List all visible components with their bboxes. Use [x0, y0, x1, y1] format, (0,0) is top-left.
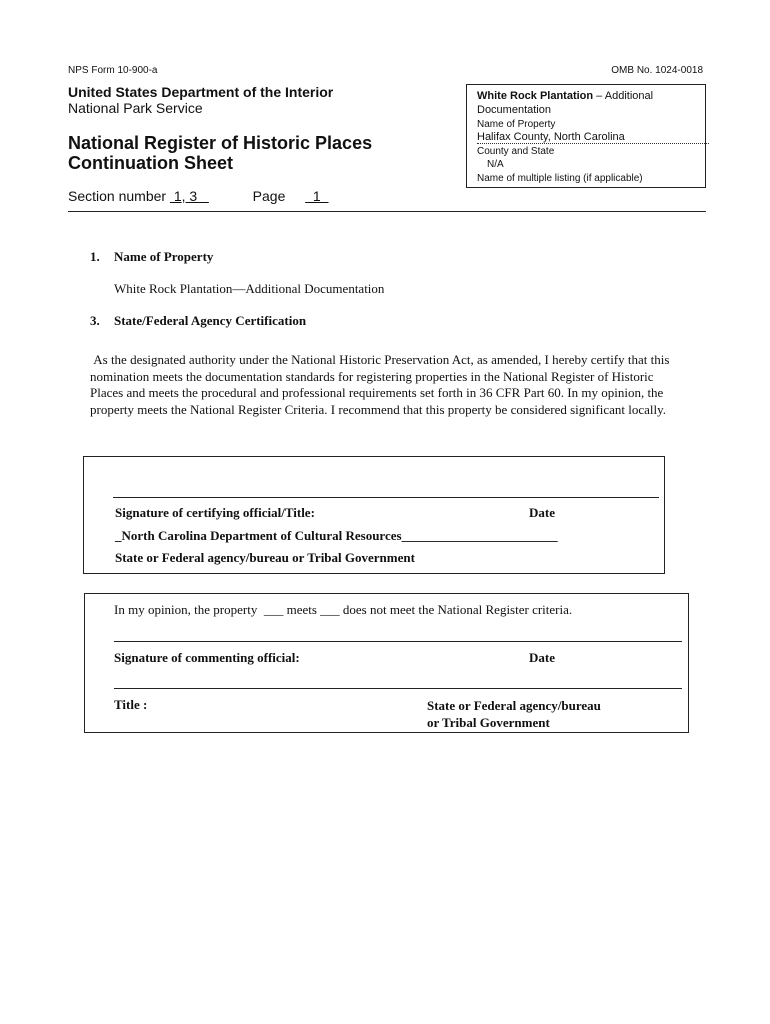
section3-title: State/Federal Agency Certification: [114, 313, 307, 328]
page-value: 1: [305, 188, 329, 204]
section3-number: 3.: [90, 313, 100, 328]
commenting-title-line[interactable]: [114, 688, 682, 689]
property-info-box: [466, 84, 706, 188]
certifying-signature-label: Signature of certifying official/Title:: [115, 505, 315, 520]
header-divider: [68, 211, 706, 212]
commenting-agency-line1: State or Federal agency/bureau: [427, 698, 601, 713]
certifying-agency-label: State or Federal agency/bureau or Tribal Government: [115, 550, 415, 565]
section3-heading: [90, 313, 306, 329]
name-of-property-label: Name of Property: [477, 119, 556, 130]
multiple-listing-label: Name of multiple listing (if applicable): [477, 173, 643, 184]
page-title: National Register of Historic Places: [68, 133, 373, 153]
county-state-value: Halifax County, North Carolina: [477, 131, 709, 144]
section-number-label: Section number: [68, 188, 167, 204]
commenting-signature-label: Signature of commenting official:: [114, 650, 300, 665]
certification-paragraph: As the designated authority under the National Historic Preservation Act, as amended, I hereby certify that this nomination meets the documentation standards for registering properties in the National Register of Historic Places and meets the procedural and professional requirements set forth in 36 CFR Part 60. In my opinion, the property meets the National Register Criteria. I recommend that this property be considered significant locally.: [90, 352, 673, 417]
form-number: NPS Form 10-900-a: [68, 65, 158, 76]
property-name-line: [477, 90, 653, 102]
certifying-agency-value: _North Carolina Department of Cultural Resources________________________: [115, 528, 558, 543]
section1-heading: [90, 249, 213, 265]
page-label: Page: [252, 188, 286, 204]
property-name-rest: – Additional: [593, 90, 654, 102]
county-state-label: County and State: [477, 146, 555, 157]
multiple-listing-value: N/A: [487, 159, 504, 170]
property-name-bold: White Rock Plantation: [477, 90, 594, 102]
section-number-value: 1, 3: [169, 188, 209, 204]
commenting-agency-line2: or Tribal Government: [427, 715, 550, 730]
commenting-date-label: Date: [529, 650, 555, 665]
certifying-signature-line[interactable]: [113, 497, 659, 498]
section-page-row: [68, 188, 329, 204]
section1-number: 1.: [90, 249, 100, 264]
agency-name: National Park Service: [68, 100, 203, 116]
certifying-signature-box: [83, 456, 665, 574]
commenting-agency-label: [427, 697, 601, 731]
commenting-signature-box: [84, 593, 689, 733]
section1-title: Name of Property: [114, 249, 214, 264]
property-name-text: White Rock Plantation—Additional Documentation: [114, 281, 385, 296]
omb-number: OMB No. 1024-0018: [611, 65, 703, 76]
certifying-date-label: Date: [529, 505, 555, 520]
page-subtitle: Continuation Sheet: [68, 153, 233, 173]
commenting-signature-line[interactable]: [114, 641, 682, 642]
opinion-statement: In my opinion, the property ___ meets ___ does not meet the National Register criteria.: [114, 602, 573, 617]
department-name: United States Department of the Interior: [68, 84, 334, 100]
commenting-title-label: Title :: [114, 697, 148, 712]
property-name-line2: Documentation: [477, 104, 551, 116]
